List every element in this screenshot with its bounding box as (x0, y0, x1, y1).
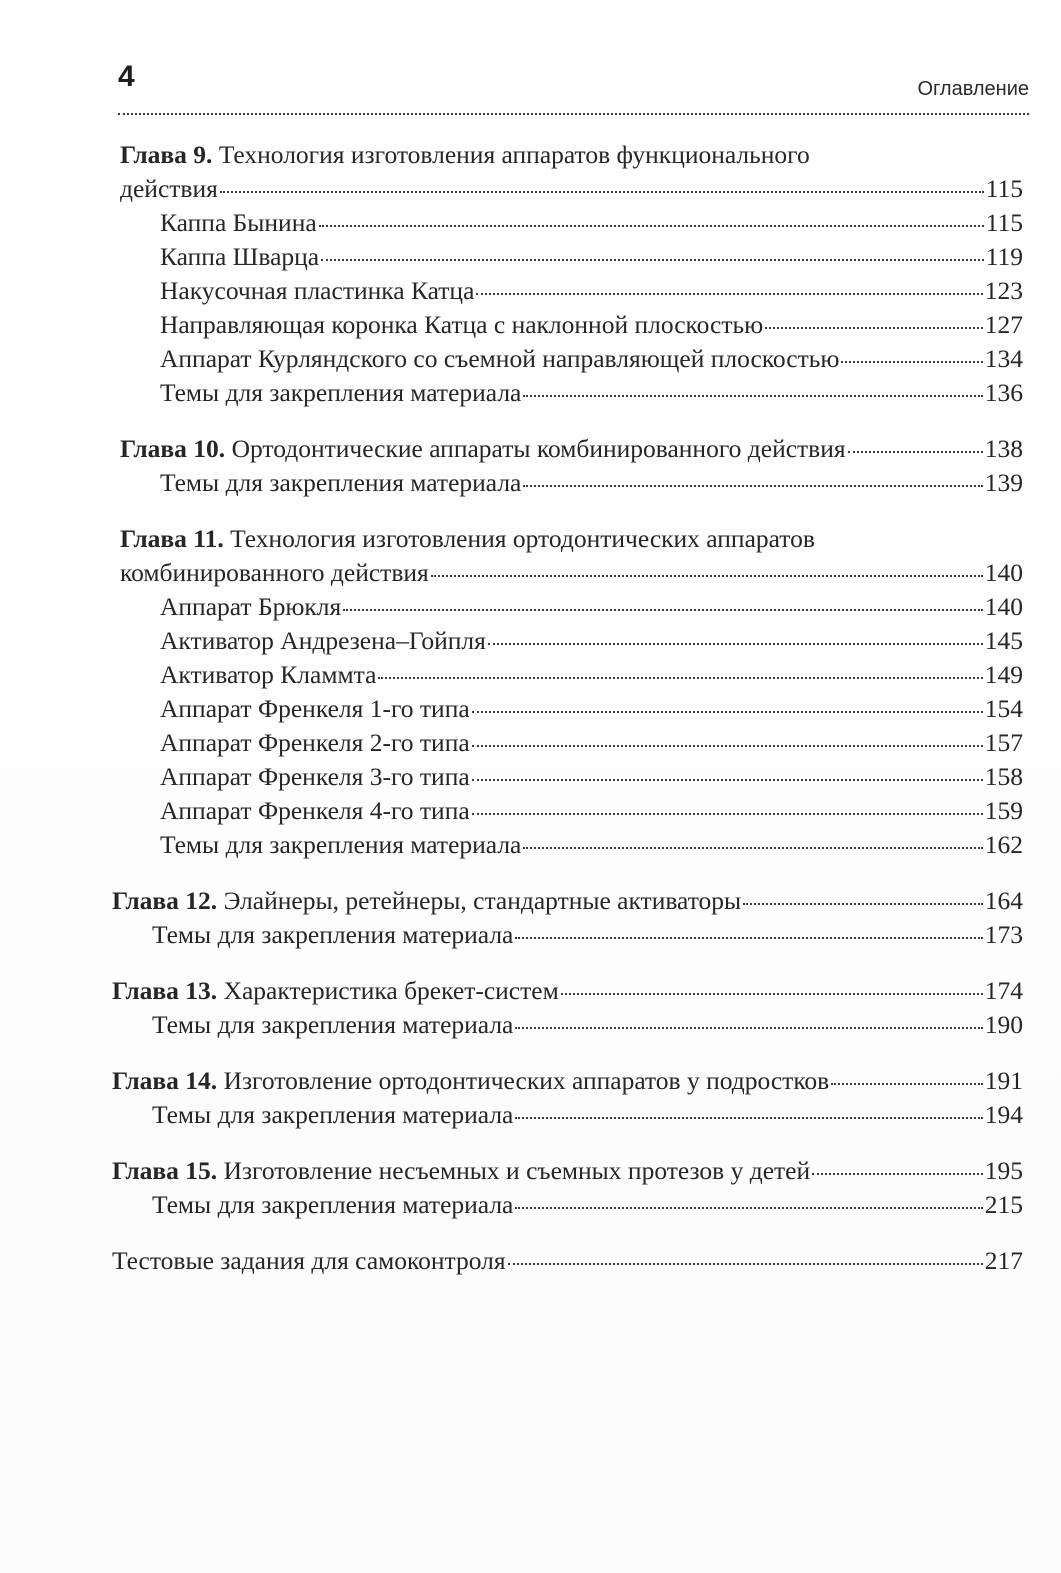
chapter-title: Изготовление несъемных и съемных протезов у детей (223, 1156, 811, 1185)
toc-item[interactable] (120, 590, 1023, 624)
page-ref: 215 (984, 1190, 1023, 1219)
page-ref: 162 (984, 830, 1023, 859)
toc-item[interactable] (120, 794, 1023, 828)
toc-item-text: Тестовые задания для самоконтроля (112, 1246, 506, 1275)
dot-leader (431, 575, 983, 577)
dot-leader (743, 903, 983, 905)
chapter-12 (112, 884, 1023, 952)
toc-item-text: Направляющая коронка Катца с наклонной плоскостью (160, 310, 764, 339)
toc-item[interactable] (120, 206, 1023, 240)
toc-item[interactable] (120, 342, 1023, 376)
page-ref: 123 (984, 276, 1023, 305)
page-ref: 158 (984, 762, 1023, 791)
page-ref: 119 (985, 242, 1023, 271)
page-ref: 194 (984, 1100, 1023, 1129)
dot-leader (523, 847, 982, 849)
toc-item[interactable] (120, 828, 1023, 862)
toc-item-text: Темы для закрепления материала (160, 830, 522, 859)
dot-leader (841, 361, 982, 363)
toc-item-text: Активатор Кламмта (160, 660, 377, 689)
page-ref: 149 (984, 660, 1023, 689)
dot-leader (523, 485, 982, 487)
page-number: 4 (118, 60, 135, 93)
chapter-label: Глава 11. (120, 524, 224, 553)
toc-item-text: Темы для закрепления материала (152, 1010, 514, 1039)
dot-leader (319, 225, 984, 227)
toc-item[interactable] (120, 466, 1023, 500)
chapter-title-line1: Технология изготовления аппаратов функционального (218, 140, 810, 169)
dot-leader (765, 327, 983, 329)
toc-item-text: Каппа Бынина (160, 208, 317, 237)
chapter-title-row[interactable] (112, 884, 1023, 918)
chapter-title[interactable] (120, 138, 1023, 172)
chapter-label: Глава 12. (112, 886, 218, 915)
chapter-label: Глава 13. (112, 976, 218, 1005)
chapter-title-row[interactable] (112, 974, 1023, 1008)
page-header (118, 60, 1029, 110)
page-ref: 164 (984, 886, 1023, 915)
dot-leader (515, 937, 982, 939)
dot-leader (488, 643, 983, 645)
chapter-title-line2: комбинированного действия (120, 558, 429, 587)
page-ref: 173 (984, 920, 1023, 949)
page-ref: 115 (985, 174, 1023, 203)
dot-leader (515, 1027, 982, 1029)
toc-final-entry[interactable] (112, 1244, 1023, 1278)
chapter-label: Глава 9. (120, 140, 213, 169)
toc-item-text: Активатор Андрезена–Гойпля (160, 626, 486, 655)
page-ref: 134 (984, 344, 1023, 373)
toc-item[interactable] (120, 240, 1023, 274)
toc-item[interactable] (120, 760, 1023, 794)
dot-leader (472, 779, 983, 781)
chapter-title-row[interactable] (120, 172, 1023, 206)
toc-item-text: Темы для закрепления материала (160, 378, 522, 407)
dot-leader (472, 711, 983, 713)
page-ref: 127 (984, 310, 1023, 339)
page-ref: 191 (984, 1066, 1023, 1095)
toc-item[interactable] (112, 1008, 1023, 1042)
page-ref: 174 (984, 976, 1023, 1005)
page-ref: 145 (984, 626, 1023, 655)
toc-item-text: Темы для закрепления материала (152, 1100, 514, 1129)
toc-item[interactable] (120, 308, 1023, 342)
chapter-title: Характеристика брекет-систем (223, 976, 559, 1005)
toc-item-text: Накусочная пластинка Катца (160, 276, 475, 305)
toc-item-text: Аппарат Курляндского со съемной направляющей плоскостью (160, 344, 840, 373)
chapter-9 (112, 138, 1023, 410)
page-ref: 154 (984, 694, 1023, 723)
toc-item[interactable] (120, 274, 1023, 308)
dot-leader (472, 745, 983, 747)
chapter-15 (112, 1154, 1023, 1222)
chapter-title-row[interactable] (112, 1064, 1023, 1098)
toc-item-text: Каппа Шварца (160, 242, 320, 271)
chapter-11 (112, 522, 1023, 862)
toc-item-text: Аппарат Френкеля 3-го типа (160, 762, 470, 791)
toc-item[interactable] (120, 726, 1023, 760)
page-ref: 157 (984, 728, 1023, 757)
dot-leader (831, 1083, 983, 1085)
chapter-10 (112, 432, 1023, 500)
toc-item[interactable] (120, 376, 1023, 410)
page-ref: 138 (984, 434, 1023, 463)
chapter-title-line2: действия (120, 174, 218, 203)
header-divider (118, 113, 1029, 115)
dot-leader (378, 677, 982, 679)
dot-leader (220, 191, 984, 193)
page-ref: 159 (984, 796, 1023, 825)
chapter-label: Глава 10. (120, 434, 226, 463)
chapter-label: Глава 15. (112, 1156, 218, 1185)
toc-item[interactable] (112, 1098, 1023, 1132)
page-ref: 195 (984, 1156, 1023, 1185)
toc-item-text: Аппарат Брюкля (160, 592, 342, 621)
dot-leader (508, 1263, 983, 1265)
toc-item[interactable] (120, 692, 1023, 726)
toc-item-text: Аппарат Френкеля 2-го типа (160, 728, 470, 757)
running-title: Оглавление (917, 78, 1029, 100)
chapter-title: Ортодонтические аппараты комбинированного действия (231, 434, 846, 463)
chapter-title-row[interactable] (120, 556, 1023, 590)
page-ref: 140 (984, 592, 1023, 621)
dot-leader (476, 293, 982, 295)
toc-item-text: Аппарат Френкеля 1-го типа (160, 694, 470, 723)
toc-item[interactable] (112, 1188, 1023, 1222)
toc-item[interactable] (112, 918, 1023, 952)
page-ref: 140 (984, 558, 1023, 587)
page-ref: 190 (984, 1010, 1023, 1039)
toc-item[interactable] (120, 624, 1023, 658)
table-of-contents (112, 138, 1023, 1278)
chapter-14 (112, 1064, 1023, 1132)
chapter-title[interactable] (120, 522, 1023, 556)
toc-item[interactable] (120, 658, 1023, 692)
dot-leader (523, 395, 982, 397)
chapter-title: Элайнеры, ретейнеры, стандартные активаторы (223, 886, 742, 915)
page-ref: 217 (984, 1246, 1023, 1275)
page-ref: 139 (984, 468, 1023, 497)
chapter-title: Изготовление ортодонтических аппаратов у подростков (223, 1066, 830, 1095)
dot-leader (472, 813, 983, 815)
dot-leader (515, 1117, 982, 1119)
chapter-title-row[interactable] (112, 1154, 1023, 1188)
toc-item-text: Темы для закрепления материала (152, 1190, 514, 1219)
chapter-title-line1: Технология изготовления ортодонтических аппаратов (230, 524, 815, 553)
toc-item-text: Аппарат Френкеля 4-го типа (160, 796, 470, 825)
chapter-title-row[interactable] (120, 432, 1023, 466)
dot-leader (561, 993, 983, 995)
page-ref: 115 (985, 208, 1023, 237)
dot-leader (321, 259, 984, 261)
toc-item-text: Темы для закрепления материала (152, 920, 514, 949)
page-ref: 136 (984, 378, 1023, 407)
toc-item-text: Темы для закрепления материала (160, 468, 522, 497)
dot-leader (848, 451, 983, 453)
chapter-13 (112, 974, 1023, 1042)
chapter-label: Глава 14. (112, 1066, 218, 1095)
dot-leader (812, 1173, 983, 1175)
dot-leader (515, 1207, 982, 1209)
dot-leader (343, 609, 983, 611)
